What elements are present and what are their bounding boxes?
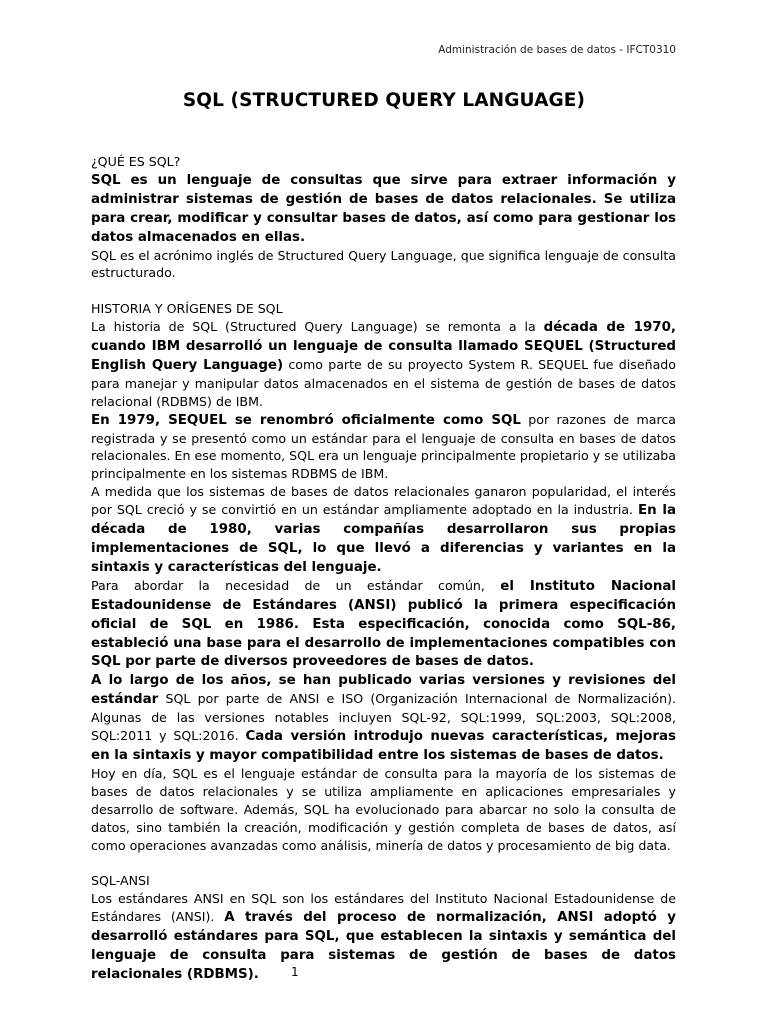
text-span: A medida que los sistemas de bases de datos relacionales ganaron popularidad, el interés por SQL creció y se convirtió en un estándar ampliamente adoptado en la industria.: [91, 484, 676, 518]
paragraph: SQL es el acrónimo inglés de Structured Query Language, que significa lenguaje de consulta estructurado.: [91, 247, 676, 281]
bold-text: SQL es un lenguaje de consultas que sirve para extraer información y administrar sistemas de gestión de bases de datos relacionales. Se utiliza para crear, modificar y consultar bases de datos, así como para gestionar los datos almacenados en ellas.: [91, 172, 676, 245]
paragraph: [91, 171, 676, 247]
bold-text: A través del proceso de normalización, ANSI adoptó y desarrolló estándares para SQL, que establecen la sintaxis y semántica del lenguaje de consulta para sistemas de gestión de bases de datos relacionales (RDBMS).: [91, 910, 676, 982]
text-span: SQL por parte de ANSI e ISO (Organización Internacional de Normalización). Algunas de las versiones notables incluyen SQL-92, SQL:1999, SQL:2003, SQL:2008, SQL:2011 y SQL:2016.: [91, 691, 676, 744]
bold-text: década de 1970, cuando IBM desarrolló un lenguaje de consulta llamado SEQUEL (Structured English Query Language): [91, 320, 676, 373]
paragraph: [91, 318, 676, 411]
page-title: SQL (STRUCTURED QUERY LANGUAGE): [182, 90, 586, 111]
paragraph: Hoy en día, SQL es el lenguaje estándar de consulta para la mayoría de los sistemas de bases de datos relacionales y se utiliza ampliamente en aplicaciones empresariales y desarrollo de software. Además, SQL ha evolucionado para abarcar no solo la consulta de datos, sino también la creación, modificación y gestión completa de bases de datos, así como operaciones avanzadas como análisis, minería de datos y procesamiento de big data.: [91, 765, 676, 853]
text-span: La historia de SQL (Structured Query Language) se remonta a la: [91, 319, 544, 335]
bold-text: En la década de 1980, varias compañías desarrollaron sus propias implementaciones de SQL, lo que llevó a diferencias y variantes en la sintaxis y características del lenguaje.: [91, 503, 676, 575]
bold-text: el Instituto Nacional Estadounidense de Estándares (ANSI) publicó la primera especificación oficial de SQL en 1986. Esta especificación, conocida como SQL-86, estableció una base para el desarrollo de implementaciones compatibles con SQL por parte de diversos proveedores de bases de datos.: [91, 578, 676, 670]
section-heading-historia: HISTORIA Y ORÍGENES DE SQL: [91, 301, 283, 317]
text-span: como parte de su proyecto System R. SEQUEL fue diseñado para manejar y manipular datos almacenados en el sistema de gestión de bases de datos relacional (RDBMS) de IBM.: [91, 356, 676, 409]
text-span: por razones de marca registrada y se presentó como un estándar para el lenguaje de consulta en bases de datos relacionales. En ese momento, SQL era un lenguaje principalmente propietario y se utilizaba principalmente en los sistemas RDBMS de IBM.: [91, 411, 676, 482]
bold-text: En 1979, SEQUEL se renombró oficialmente como SQL: [91, 412, 521, 428]
document-body: [91, 153, 676, 984]
page-number: 1: [291, 965, 299, 979]
bold-text: A lo largo de los años, se han publicado varias versiones y revisiones del estándar: [91, 673, 676, 708]
page-header: Administración de bases de datos - IFCT0310: [438, 44, 676, 56]
paragraph: [91, 671, 676, 765]
section-heading-ansi: SQL-ANSI: [91, 873, 150, 889]
paragraph: [91, 890, 676, 984]
text-span: Los estándares ANSI en SQL son los estándares del Instituto Nacional Estadounidense de Estándares (ANSI).: [91, 891, 676, 925]
text-span: Para abordar la necesidad de un estándar común,: [91, 577, 501, 593]
bold-text: Cada versión introdujo nuevas características, mejoras en la sintaxis y mayor compatibilidad entre los sistemas de bases de datos.: [91, 729, 676, 763]
paragraph: [91, 577, 676, 672]
paragraph: [91, 411, 676, 484]
paragraph: [91, 483, 676, 577]
section-heading-que-es: ¿QUÉ ES SQL?: [91, 154, 181, 169]
